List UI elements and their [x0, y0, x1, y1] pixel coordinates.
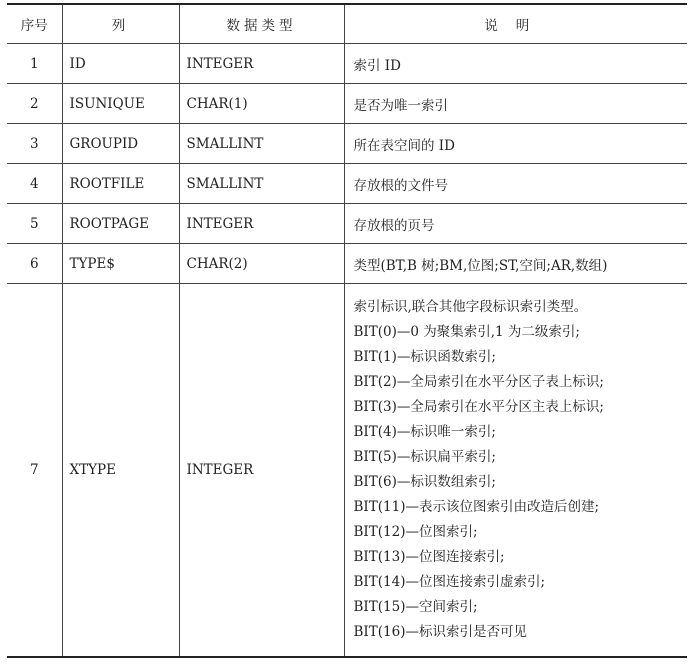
row-data-type: SMALLINT: [179, 124, 344, 164]
row-description: 是否为唯一索引: [344, 84, 687, 124]
description-line: BIT(16)—标识索引是否可见: [353, 623, 527, 640]
table-row: [7, 84, 687, 124]
table-row: [7, 44, 687, 84]
table-row: [7, 164, 687, 204]
description-line: BIT(5)—标识扁平索引;: [353, 448, 496, 465]
description-line: BIT(15)—空间索引;: [353, 598, 478, 615]
row-seq: 3: [7, 124, 62, 164]
system-table-columns: [7, 3, 687, 658]
row-seq: 5: [7, 204, 62, 244]
header-seq: 序号: [7, 4, 62, 44]
table-row: [7, 244, 687, 284]
table-header-row: [7, 4, 687, 44]
row-description: 所在表空间的 ID: [344, 124, 687, 164]
row-column: ROOTPAGE: [62, 204, 179, 244]
header-description: 说明: [344, 4, 687, 44]
description-line: BIT(13)—位图连接索引;: [353, 548, 505, 565]
description-line: BIT(1)—标识函数索引;: [353, 348, 496, 365]
row-seq: 1: [7, 44, 62, 84]
row-column: ROOTFILE: [62, 164, 179, 204]
table-row: [7, 284, 687, 657]
table-row: [7, 204, 687, 244]
row-description: 存放根的页号: [344, 204, 687, 244]
header-column: 列: [62, 4, 179, 44]
row-seq: 7: [7, 284, 62, 657]
description-line: 索引标识,联合其他字段标识索引类型。: [353, 298, 588, 315]
row-data-type: INTEGER: [179, 204, 344, 244]
description-line: BIT(0)—0 为聚集索引,1 为二级索引;: [353, 323, 580, 340]
row-column: ID: [62, 44, 179, 84]
description-line: BIT(6)—标识数组索引;: [353, 473, 496, 490]
description-line: BIT(14)—位图连接索引虚索引;: [353, 573, 546, 590]
row-column: TYPE$: [62, 244, 179, 284]
description-line: BIT(2)—全局索引在水平分区子表上标识;: [353, 373, 604, 390]
description-line: BIT(11)—表示该位图索引由改造后创建;: [353, 498, 600, 515]
description-line: BIT(12)—位图索引;: [353, 523, 478, 540]
row-data-type: CHAR(1): [179, 84, 344, 124]
row-description: 类型(BT,B 树;BM,位图;ST,空间;AR,数组): [344, 244, 687, 284]
row-column: XTYPE: [62, 284, 179, 657]
row-seq: 4: [7, 164, 62, 204]
row-column: ISUNIQUE: [62, 84, 179, 124]
header-data-type: 数据类型: [179, 4, 344, 44]
row-data-type: INTEGER: [179, 284, 344, 657]
row-data-type: CHAR(2): [179, 244, 344, 284]
row-data-type: SMALLINT: [179, 164, 344, 204]
row-description: [344, 284, 687, 657]
row-seq: 6: [7, 244, 62, 284]
row-column: GROUPID: [62, 124, 179, 164]
row-data-type: INTEGER: [179, 44, 344, 84]
row-description: 存放根的文件号: [344, 164, 687, 204]
row-description: 索引 ID: [344, 44, 687, 84]
table-row: [7, 124, 687, 164]
description-line: BIT(4)—标识唯一索引;: [353, 423, 496, 440]
description-line: BIT(3)—全局索引在水平分区主表上标识;: [353, 398, 604, 415]
row-seq: 2: [7, 84, 62, 124]
